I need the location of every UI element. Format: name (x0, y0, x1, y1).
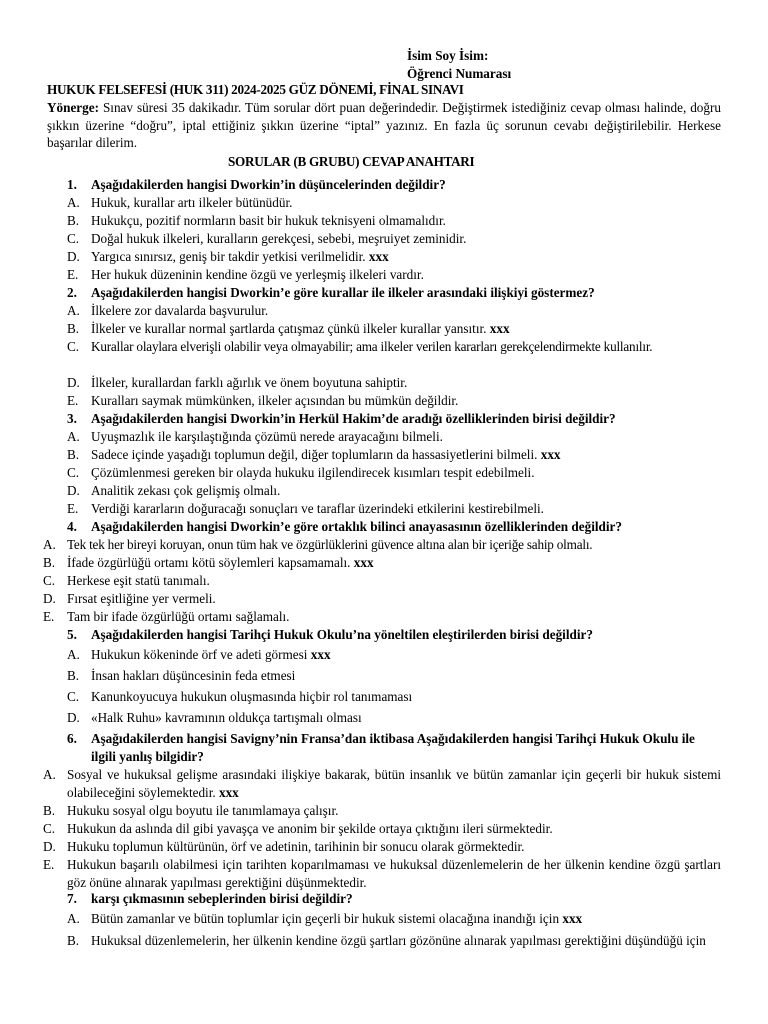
option-text: Sosyal ve hukuksal gelişme arasındaki ilişkiye bakarak, bütün insanlık ve bütün zamanlar için geçerli bir hukuk sistemi olabileceğini söylemektedir. (67, 767, 721, 800)
option-text-wrap (67, 554, 721, 572)
option-letter: A. (43, 537, 56, 552)
question-number: 2. (67, 285, 77, 300)
answer-mark: xxx (540, 447, 561, 462)
option-text: Her hukuk düzeninin kendine özgü ve yerleşmiş ilkeleri vardır. (91, 267, 424, 282)
option-letter: D. (43, 591, 56, 606)
option-letter: C. (43, 573, 56, 588)
option-text: Sadece içinde yaşadığı toplumun değil, diğer toplumların da hassasiyetlerini bilmeli. (91, 447, 541, 462)
question-number: 6. (67, 731, 77, 746)
option-text: Hukukun kökeninde örf ve adeti görmesi (91, 647, 311, 662)
option-letter: C. (43, 821, 56, 836)
question-number: 3. (67, 411, 77, 426)
option-letter: A. (67, 303, 80, 318)
option-letter: E. (67, 267, 79, 282)
option-text: İlkeler, kurallardan farklı ağırlık ve önem boyutuna sahiptir. (91, 375, 408, 390)
option-text: Hukuk, kurallar artı ilkeler bütünüdür. (91, 195, 293, 210)
option-text: Hukuku sosyal olgu boyutu ile tanımlamaya çalışır. (67, 803, 339, 818)
name-label: İsim Soy İsim: (407, 48, 489, 63)
option-letter: A. (67, 195, 80, 210)
option-text: Hukukun başarılı olabilmesi için tarihten koparılmaması ve hukuksal düzenlemelerin de her ülkenin kendine özgü şartları göz önüne alınarak yapılması gerektiğini düşünmektedir. (67, 857, 721, 890)
option-text: Analitik zekası çok gelişmiş olmalı. (91, 483, 281, 498)
option-letter: A. (67, 911, 80, 926)
option-letter: C. (67, 465, 80, 480)
option-text: Herkese eşit statü tanımalı. (67, 573, 210, 588)
option-letter: D. (67, 710, 80, 725)
option-letter: B. (67, 668, 80, 683)
question-text: Aşağıdakilerden hangisi Dworkin’e göre ortaklık bilinci anayasasının özelliklerinden değildir? (91, 519, 622, 534)
option-text: İnsan hakları düşüncesinin feda etmesi (91, 668, 296, 683)
option-text: Tek tek her bireyi koruyan, onun tüm hak ve özgürlüklerini güvence altına alan bir içeriğe sahip olmalı. (67, 537, 593, 552)
question-number: 4. (67, 519, 77, 534)
answer-mark: xxx (562, 911, 583, 926)
option-text: Çözümlenmesi gereken bir olayda hukuku ilgilendirecek kısımları tespit edebilmeli. (91, 465, 535, 480)
question-number: 5. (67, 627, 77, 642)
option-text: Kuralları saymak mümkünken, ilkeler açısından bu mümkün değildir. (91, 393, 459, 408)
option-letter: E. (67, 393, 79, 408)
question-text: Aşağıdakilerden hangisi Savigny’nin Fransa’dan iktibasa Aşağıdakilerden hangisi Tarihçi Hukuk Okulu ile ilgili yanlış bilgidir? (91, 731, 695, 764)
option-text-wrap (91, 248, 721, 266)
option-text: Yargıca sınırsız, geniş bir takdir yetkisi verilmelidir. (91, 249, 369, 264)
option-text-wrap (67, 766, 721, 801)
option-text: Hukuksal düzenlemelerin, her ülkenin kendine özgü şartları gözönüne alınarak yapılması gerektiğini düşündüğü için (91, 933, 706, 948)
option-text: Kurallar olaylara elverişli olabilir veya olmayabilir; ama ilkeler verilen kararları gerekçelendirmekte kullanılır. (91, 339, 653, 354)
option-text: İlkelere zor davalarda başvurulur. (91, 303, 269, 318)
question-text: Aşağıdakilerden hangisi Dworkin’in düşüncelerinden değildir? (91, 177, 446, 192)
question-text: Aşağıdakilerden hangisi Tarihçi Hukuk Okulu’na yöneltilen eleştirilerden birisi değildir? (91, 627, 593, 642)
option-text: Fırsat eşitliğine yer vermeli. (67, 591, 216, 606)
option-letter: E. (67, 501, 79, 516)
answer-mark: xxx (368, 249, 389, 264)
answer-mark: xxx (353, 555, 374, 570)
question-text: karşı çıkmasının sebeplerinden birisi değildir? (91, 891, 353, 906)
question-number: 7. (67, 891, 77, 906)
option-text: Kanunkoyucuya hukukun oluşmasında hiçbir rol tanımaması (91, 689, 413, 704)
option-letter: B. (67, 933, 80, 948)
option-letter: E. (43, 609, 55, 624)
exam-title: HUKUK FELSEFESİ (HUK 311) 2024-2025 GÜZ DÖNEMİ, FİNAL SINAVI (47, 82, 464, 97)
option-text-wrap (91, 320, 721, 338)
option-text: «Halk Ruhu» kavramının oldukça tartışmalı olması (91, 710, 362, 725)
question-text: Aşağıdakilerden hangisi Dworkin’in Herkül Hakim’de aradığı özelliklerinden birisi değildir? (91, 411, 616, 426)
option-letter: A. (43, 767, 56, 782)
option-text-wrap (91, 446, 721, 464)
option-text: Tam bir ifade özgürlüğü ortamı sağlamalı. (67, 609, 290, 624)
option-letter: B. (43, 803, 56, 818)
option-text: Hukuku toplumun kültürünün, örf ve adetinin, tarihinin bir sonucu olarak görmektedir. (67, 839, 525, 854)
option-letter: B. (67, 321, 80, 336)
option-text: Uyuşmazlık ile karşılaştığında çözümü nerede arayacağını bilmeli. (91, 429, 443, 444)
option-letter: D. (67, 249, 80, 264)
option-letter: B. (67, 213, 80, 228)
question-number: 1. (67, 177, 77, 192)
option-text: Hukukun da aslında dil gibi yavaşça ve anonim bir şekilde ortaya çıktığını ileri sürmektedir. (67, 821, 553, 836)
option-letter: A. (67, 647, 80, 662)
answer-mark: xxx (310, 647, 331, 662)
option-text: Doğal hukuk ilkeleri, kuralların gerekçesi, sebebi, meşruiyet zeminidir. (91, 231, 467, 246)
student-number-label: Öğrenci Numarası (407, 66, 512, 81)
option-text: Bütün zamanlar ve bütün toplumlar için geçerli bir hukuk sistemi olacağına inandığı için (91, 911, 563, 926)
option-letter: E. (43, 857, 55, 872)
directive (47, 99, 721, 152)
answer-mark: xxx (218, 784, 239, 800)
option-letter: A. (67, 429, 80, 444)
option-text: Verdiği kararların doğuracağı sonuçları ve taraflar üzerindeki etkilerini kestirebilmeli. (91, 501, 544, 516)
option-letter: D. (43, 839, 56, 854)
option-text: İfade özgürlüğü ortamı kötü söylemleri kapsamamalı. (67, 555, 354, 570)
option-text: İlkeler ve kurallar normal şartlarda çatışmaz çünkü ilkeler kurallar yansıtır. (91, 321, 490, 336)
option-text-wrap (91, 910, 721, 928)
directive-label: Yönerge: (47, 100, 99, 115)
option-letter: B. (43, 555, 56, 570)
option-letter: C. (67, 231, 80, 246)
option-letter: D. (67, 375, 80, 390)
answer-mark: xxx (489, 321, 510, 336)
directive-text: Sınav süresi 35 dakikadır. Tüm sorular dört puan değerindedir. Değiştirmek istediğiniz cevap olması halinde, doğru şıkkın üzerine “doğru”, iptal ettiğiniz şıkkın üzerine “iptal” yazınız. En fazla üç sorunun cevabı değiştirilebilir. Herkese başarılar dilerim. (47, 100, 721, 151)
option-text-wrap (91, 646, 721, 664)
section-title: SORULAR (B GRUBU) CEVAP ANAHTARI (228, 154, 475, 169)
option-letter: B. (67, 447, 80, 462)
option-letter: D. (67, 483, 80, 498)
option-letter: C. (67, 689, 80, 704)
option-text: Hukukçu, pozitif normların basit bir hukuk teknisyeni olmamalıdır. (91, 213, 446, 228)
question-text: Aşağıdakilerden hangisi Dworkin’e göre kurallar ile ilkeler arasındaki ilişkiyi göstermez? (91, 285, 595, 300)
option-letter: C. (67, 339, 80, 354)
